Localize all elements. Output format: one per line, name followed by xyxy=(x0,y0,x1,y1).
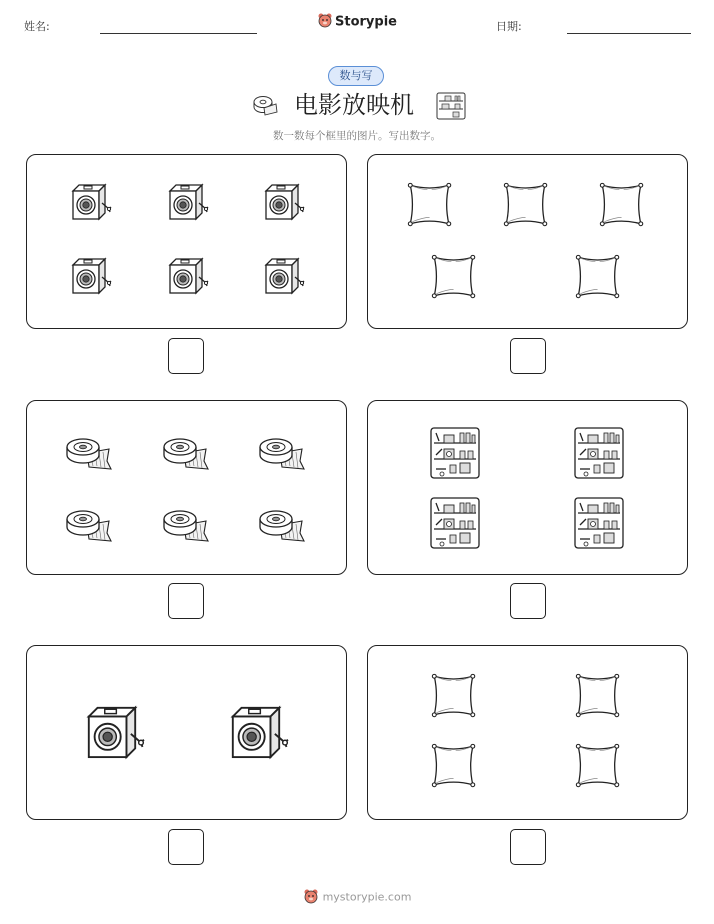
film-reel-icon xyxy=(260,439,304,469)
instructions: 数一数每个框里的图片。写出数字。 xyxy=(273,130,441,142)
equipment-shelf-icon xyxy=(431,428,479,478)
cloth-screen-icon xyxy=(576,744,618,786)
count-panel-2 xyxy=(367,154,688,329)
panel-items xyxy=(368,401,686,573)
film-projector-icon xyxy=(73,185,111,219)
panel-items xyxy=(27,646,345,818)
cloth-screen-icon xyxy=(504,183,546,225)
answer-box-6[interactable] xyxy=(510,829,546,865)
film-reel-icon xyxy=(67,439,111,469)
equipment-shelf-icon xyxy=(575,428,623,478)
cloth-screen-icon xyxy=(432,255,474,297)
count-panel-1 xyxy=(26,154,347,329)
equipment-shelf-icon xyxy=(431,498,479,548)
name-label: 姓名: xyxy=(24,20,50,33)
count-panel-3 xyxy=(26,400,347,575)
equipment-shelf-icon xyxy=(436,92,466,120)
topic-badge: 数与写 xyxy=(328,66,384,86)
cloth-screen-icon xyxy=(576,674,618,716)
cloth-screen-icon xyxy=(408,183,450,225)
bear-mascot-icon xyxy=(303,888,319,907)
film-projector-icon xyxy=(73,259,111,293)
film-reel-icon xyxy=(250,94,278,118)
cloth-screen-icon xyxy=(600,183,642,225)
film-projector-icon xyxy=(233,708,288,757)
film-projector-icon xyxy=(266,185,304,219)
name-field[interactable] xyxy=(100,33,257,34)
panel-items xyxy=(368,646,686,818)
panel-items xyxy=(27,401,345,573)
count-panel-6 xyxy=(367,645,688,820)
count-panel-4 xyxy=(367,400,688,575)
count-panel-5 xyxy=(26,645,347,820)
panel-items xyxy=(368,155,686,327)
cloth-screen-icon xyxy=(432,744,474,786)
film-reel-icon xyxy=(164,511,208,541)
bear-mascot-icon xyxy=(317,12,333,32)
answer-box-4[interactable] xyxy=(510,583,546,619)
page-title: 电影放映机 xyxy=(294,91,414,119)
date-label: 日期: xyxy=(496,20,522,33)
panel-items xyxy=(27,155,345,327)
film-reel-icon xyxy=(67,511,111,541)
title-row xyxy=(0,90,714,120)
answer-box-5[interactable] xyxy=(168,829,204,865)
film-reel-icon xyxy=(260,511,304,541)
film-projector-icon xyxy=(89,708,144,757)
equipment-shelf-icon xyxy=(575,498,623,548)
answer-box-1[interactable] xyxy=(168,338,204,374)
brand-logo xyxy=(0,12,714,32)
footer-url: mystorypie.com xyxy=(322,890,412,904)
answer-box-2[interactable] xyxy=(510,338,546,374)
film-projector-icon xyxy=(170,259,208,293)
date-field[interactable] xyxy=(567,33,691,34)
answer-box-3[interactable] xyxy=(168,583,204,619)
film-projector-icon xyxy=(170,185,208,219)
footer xyxy=(0,888,714,907)
film-projector-icon xyxy=(266,259,304,293)
cloth-screen-icon xyxy=(576,255,618,297)
cloth-screen-icon xyxy=(432,674,474,716)
film-reel-icon xyxy=(164,439,208,469)
brand-name: Storypie xyxy=(335,14,397,30)
